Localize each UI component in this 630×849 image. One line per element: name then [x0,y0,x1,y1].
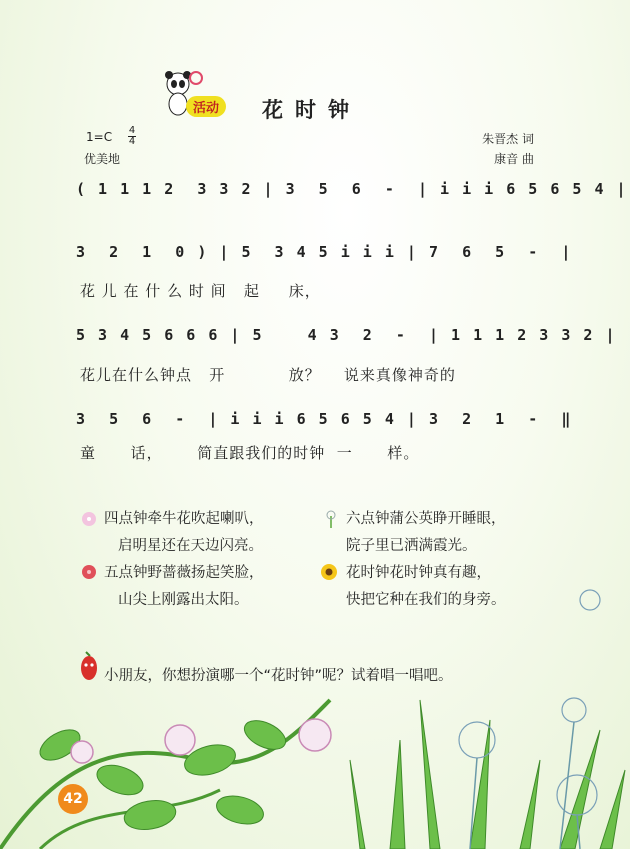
verse-line: 六点钟蒲公英睁开睡眼， [346,511,506,527]
verse-line: 花时钟花时钟真有趣， [346,565,491,581]
verse-line: 启明星还在天边闪亮。 [118,538,263,554]
rose-icon [80,563,98,581]
chili-mascot-icon [78,650,100,686]
score-line-1: ( 1 1 1 2 3 3 2 | 3 5 6 - | i i i 6 5 6 5 4 | [76,180,628,198]
score-line-2: 3 2 1 0 ) | 5 3 4 5 i i i | 7 6 5 - | [76,243,573,261]
key-signature: 1=C [86,130,113,144]
verse-line: 五点钟野蔷薇扬起笑脸， [104,565,264,581]
meter-bottom: 4 [128,136,136,147]
time-signature [128,126,136,147]
meter-top: 4 [128,125,136,136]
tempo-marking: 优美地 [84,152,121,166]
lyricist-credit: 朱晋杰 词 [482,132,534,146]
lyric-line-3: 花儿在什么钟点 开 放？ 说来真像神奇的 [80,366,456,384]
song-title: 花时钟 [262,98,361,122]
dandelion-icon [322,510,340,528]
verse-line: 院子里已洒满霞光。 [346,538,477,554]
lyric-line-2: 花 儿 在 什 么 时 间 起 床， [80,282,321,300]
lyric-line-4: 童 话， 简直跟我们的时钟 一 样。 [80,444,420,462]
morning-glory-icon [80,510,98,528]
activity-tag: 活动 [186,96,226,117]
verse-line: 快把它种在我们的身旁。 [346,592,506,608]
verse-line: 四点钟牵牛花吹起喇叭， [104,511,264,527]
score-line-4: 3 5 6 - | i i i 6 5 6 5 4 | 3 2 1 - ‖ [76,410,573,428]
verse-line: 山尖上刚露出太阳。 [118,592,249,608]
activity-prompt: 小朋友，你想扮演哪一个“花时钟”呢？试着唱一唱吧。 [104,668,453,684]
page-number: 42 [58,784,88,814]
verse-left [104,506,264,614]
composer-credit: 康音 曲 [494,152,534,166]
verse-right [346,506,506,614]
score-line-3: 5 3 4 5 6 6 6 | 5 4 3 2 - | 1 1 1 2 3 3 2 | [76,326,617,344]
sunflower-icon [320,563,338,581]
